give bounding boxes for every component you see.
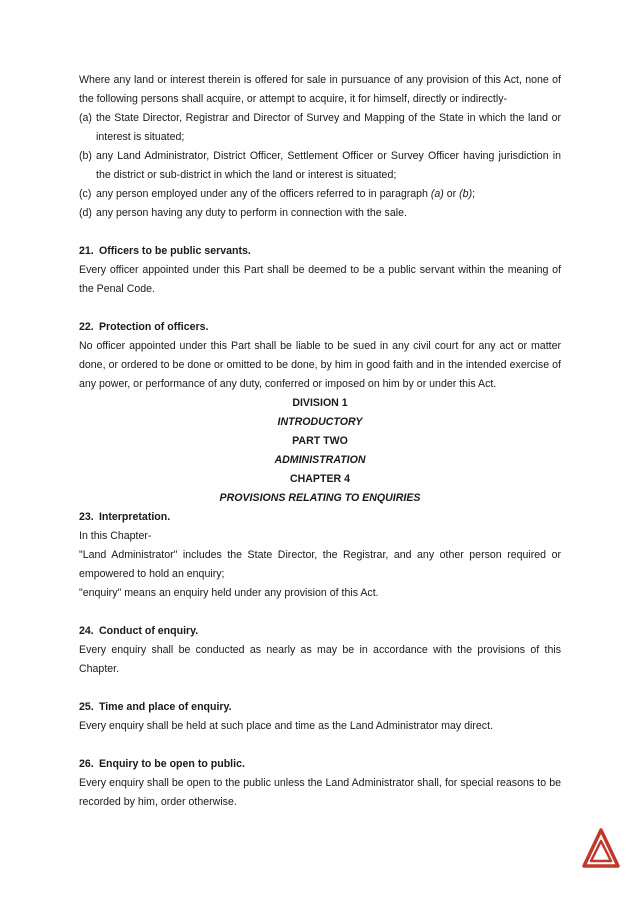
section-number: 25. <box>79 701 94 713</box>
section-number: 26. <box>79 758 94 770</box>
item-text: ; <box>472 188 476 200</box>
item-text: any person having any duty to perform in connection with the sale. <box>96 207 407 219</box>
chapter-subtitle: PROVISIONS RELATING TO ENQUIRIES <box>219 492 421 504</box>
division-subtitle: INTRODUCTORY <box>277 416 363 428</box>
item-marker: (b) <box>79 150 92 162</box>
section-title: Time and place of enquiry. <box>98 701 232 713</box>
definition: "Land Administrator" includes the State Director, the Registrar, and any other person required or empowered to hold an enquiry; <box>79 549 561 580</box>
document-page <box>79 71 561 812</box>
section-lead: In this Chapter- <box>79 530 152 542</box>
item-text: the State Director, Registrar and Director of Survey and Mapping of the State in which the land or interest is situated; <box>96 112 561 143</box>
section-heading <box>79 508 561 527</box>
item-ref: (b) <box>459 188 473 200</box>
section-number: 24. <box>79 625 94 637</box>
definition: "enquiry" means an enquiry held under any provision of this Act. <box>79 587 379 599</box>
section-title: Protection of officers. <box>98 321 209 333</box>
item-marker: (a) <box>79 112 92 124</box>
part-title: PART TWO <box>292 435 348 447</box>
list-item <box>79 147 561 185</box>
section-title: Interpretation. <box>98 511 171 523</box>
section-heading <box>79 755 561 774</box>
section-heading <box>79 698 561 717</box>
section-number: 21. <box>79 245 94 257</box>
list-item <box>79 109 561 147</box>
division-title: DIVISION 1 <box>292 397 348 409</box>
section-body: Every officer appointed under this Part shall be deemed to be a public servant within the meaning of the Penal Code. <box>79 264 561 295</box>
section-heading <box>79 242 561 261</box>
list-item <box>79 185 561 204</box>
intro-paragraph: Where any land or interest therein is offered for sale in pursuance of any provision of this Act, none of the following persons shall acquire, or attempt to acquire, it for himself, directly or indirectly- <box>79 74 561 105</box>
part-subtitle: ADMINISTRATION <box>274 454 366 466</box>
section-number: 22. <box>79 321 94 333</box>
section-body: Every enquiry shall be held at such place and time as the Land Administrator may direct. <box>79 720 493 732</box>
item-marker: (c) <box>79 188 92 200</box>
chapter-title: CHAPTER 4 <box>289 473 351 485</box>
item-text: or <box>443 188 460 200</box>
section-number: 23. <box>79 511 94 523</box>
triangle-logo-icon <box>582 828 620 868</box>
item-marker: (d) <box>79 207 92 219</box>
item-ref: (a) <box>430 188 444 200</box>
section-title: Enquiry to be open to public. <box>98 758 245 770</box>
section-heading <box>79 318 561 337</box>
section-body: No officer appointed under this Part shall be liable to be sued in any civil court for any act or matter done, or ordered to be done or omitted to be done, by him in good faith and in the intended exercise of any power, or performance of any duty, conferred or imposed on him by or under this Act. <box>79 340 561 390</box>
section-title: Officers to be public servants. <box>98 245 251 257</box>
section-body: Every enquiry shall be open to the public unless the Land Administrator shall, for special reasons to be recorded by him, order otherwise. <box>79 777 561 808</box>
section-title: Conduct of enquiry. <box>98 625 199 637</box>
list-item <box>79 204 561 223</box>
item-text: any Land Administrator, District Officer, Settlement Officer or Survey Officer having jurisdiction in the district or sub-district in which the land or interest is situated; <box>96 150 561 181</box>
section-body: Every enquiry shall be conducted as nearly as may be in accordance with the provisions of this Chapter. <box>79 644 561 675</box>
item-text: any person employed under any of the officers referred to in paragraph <box>96 188 431 200</box>
section-heading <box>79 622 561 641</box>
